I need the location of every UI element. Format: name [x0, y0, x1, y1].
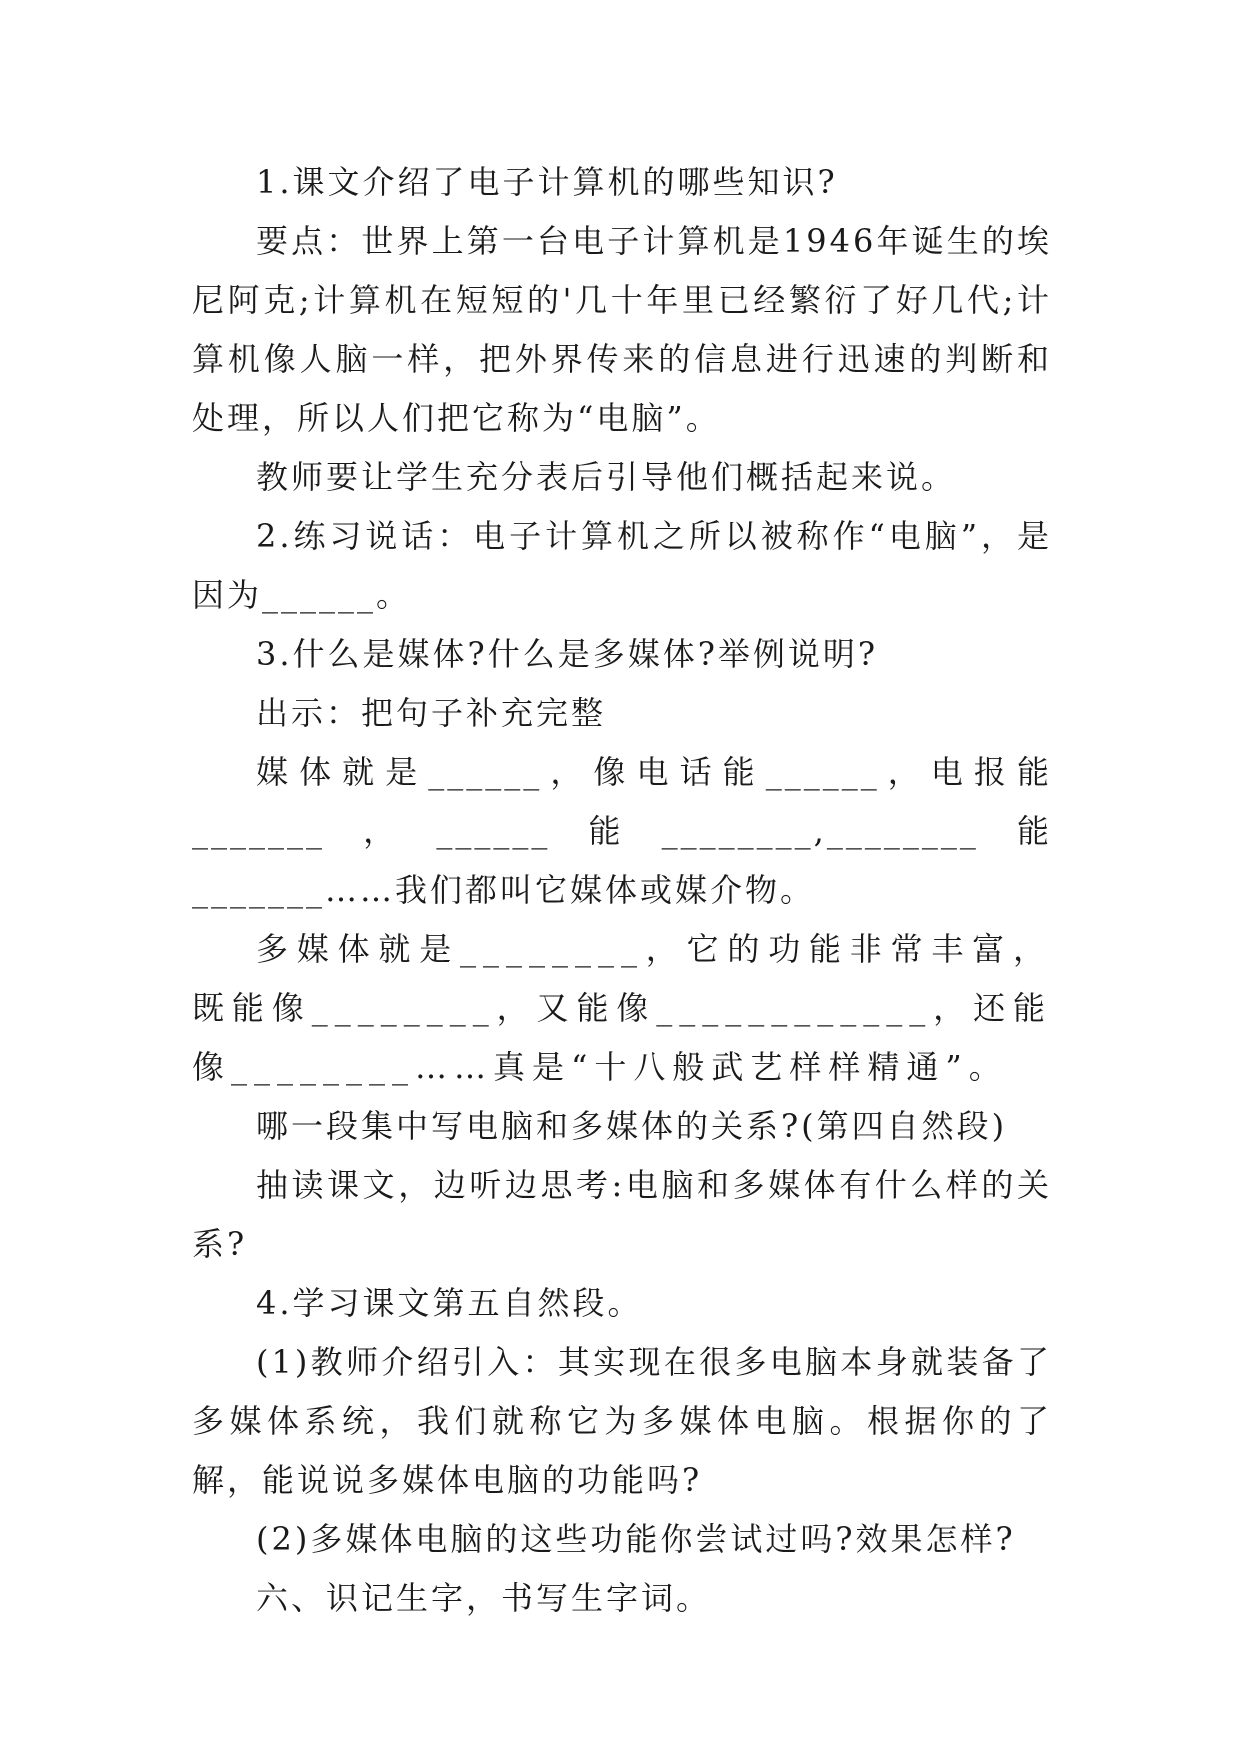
section-4-item-2: (2)多媒体电脑的这些功能你尝试过吗?效果怎样?	[256, 1520, 1016, 1558]
question-1: 1.课文介绍了电子计算机的哪些知识?	[256, 163, 838, 201]
answer-key-points: 要点：世界上第一台电子计算机是1946年诞生的埃尼阿克;计算机在短短的'几十年里已经繁衍了好几代;计算机像人脑一样，把外界传来的信息进行迅速的判断和处理，所以人们把它称为“电脑”。	[192, 222, 1052, 437]
prompt-complete-sentence: 出示：把句子补充完整	[256, 694, 607, 732]
fill-in-media: 媒体就是______，像电话能______，电报能_______，______能________,________能_______……我们都叫它媒体或媒介物。	[192, 753, 1052, 909]
question-2: 2.练习说话：电子计算机之所以被称作“电脑”，是因为______。	[192, 517, 1052, 614]
reading-prompt: 抽读课文，边听边思考:电脑和多媒体有什么样的关系?	[192, 1166, 1052, 1263]
teacher-note: 教师要让学生充分表后引导他们概括起来说。	[256, 458, 957, 496]
fill-in-multimedia: 多媒体就是________，它的功能非常丰富，既能像________，又能像____________，还能像________……真是“十八般武艺样样精通”。	[192, 930, 1052, 1086]
section-4-heading: 4.学习课文第五自然段。	[256, 1284, 643, 1322]
question-paragraph-four: 哪一段集中写电脑和多媒体的关系?(第四自然段)	[256, 1107, 1008, 1145]
section-4-item-1: (1)教师介绍引入：其实现在很多电脑本身就装备了多媒体系统，我们就称它为多媒体电脑。根据你的了解，能说说多媒体电脑的功能吗?	[192, 1343, 1052, 1499]
document-body	[192, 153, 1052, 1628]
section-6-heading: 六、识记生字，书写生字词。	[256, 1579, 712, 1617]
question-3: 3.什么是媒体?什么是多媒体?举例说明?	[256, 635, 879, 673]
